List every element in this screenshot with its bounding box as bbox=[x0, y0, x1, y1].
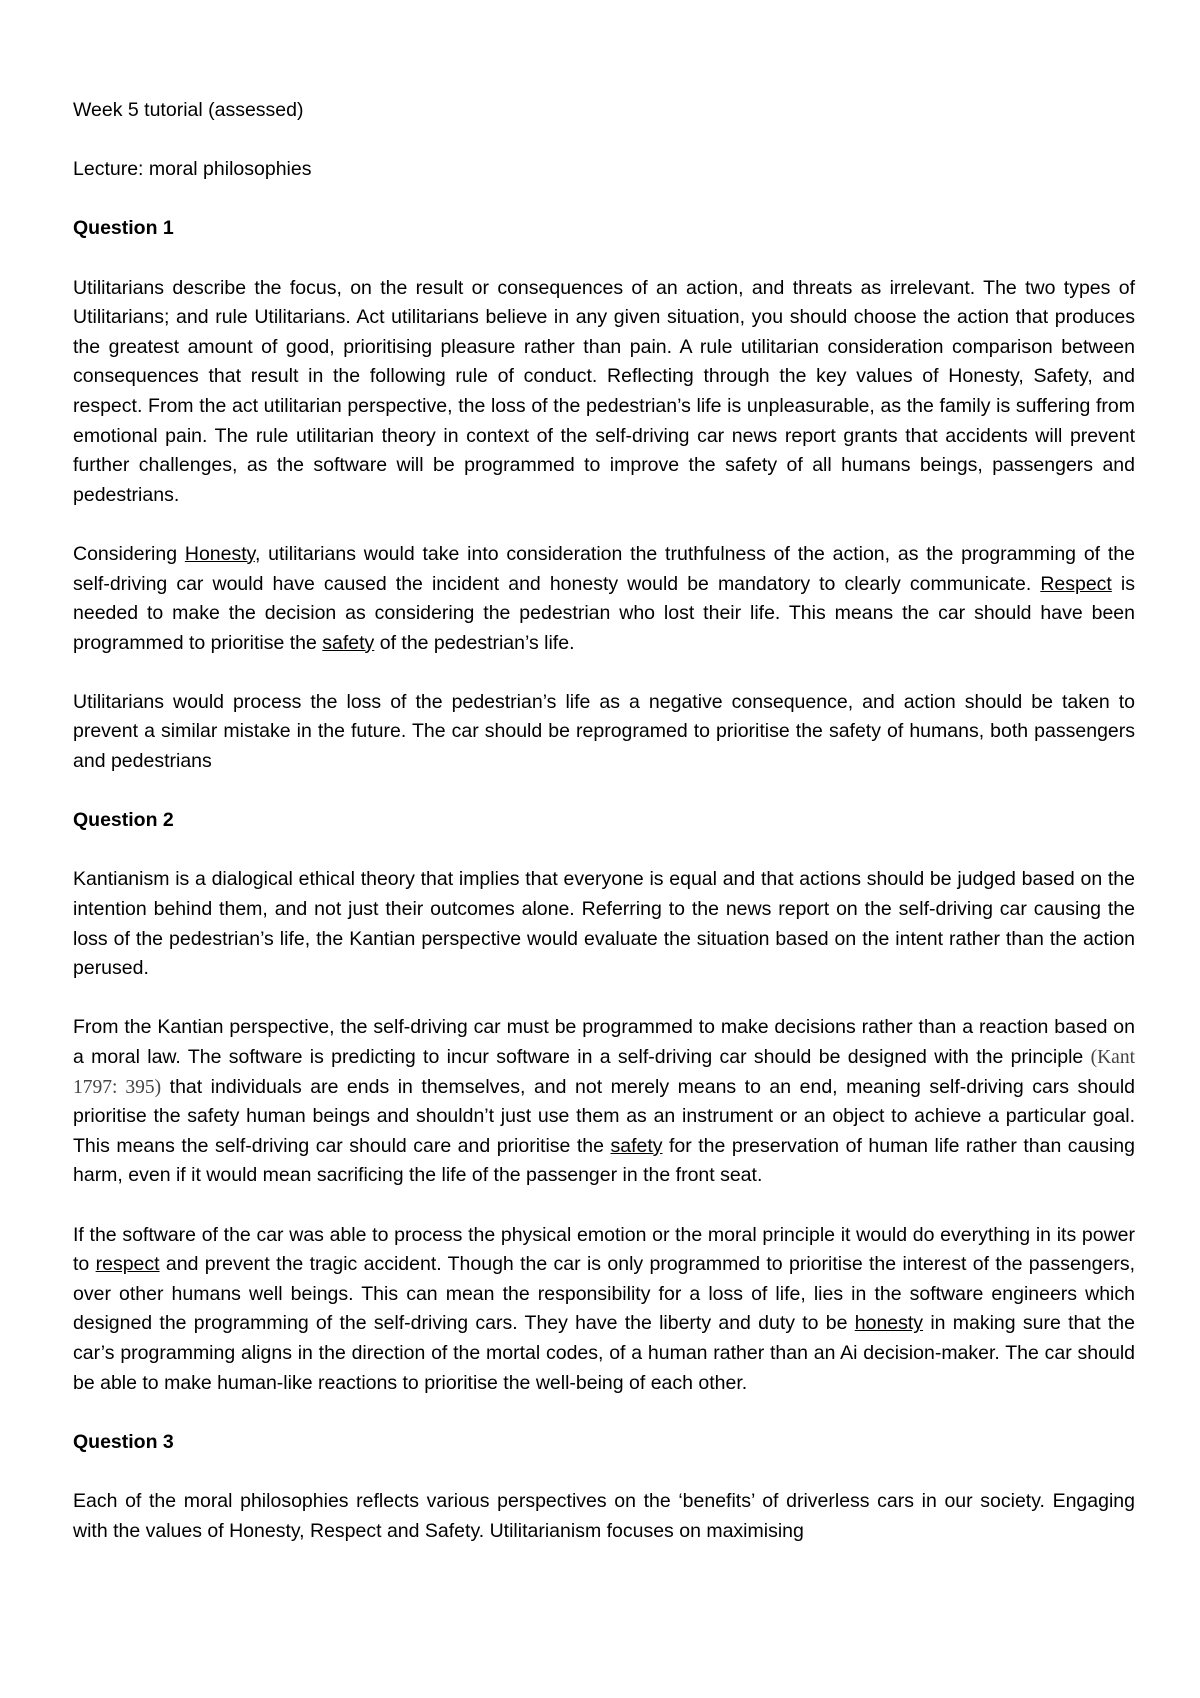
spacer bbox=[73, 244, 1135, 274]
q1-p2-text-1: Considering bbox=[73, 542, 185, 565]
question-3-heading: Question 3 bbox=[73, 1430, 174, 1453]
q2-paragraph-2 bbox=[73, 1013, 1135, 1191]
spacer bbox=[73, 510, 1135, 540]
spacer bbox=[73, 1398, 1135, 1428]
q2-p3-text-1: If the software of the car was able to process the physical emotion or the moral principle it would do everything in its power to bbox=[73, 1223, 1135, 1276]
q1-p2-safety-underlined: safety bbox=[322, 631, 375, 654]
q2-p3-text-2: and prevent the tragic accident. Though the car is only programmed to prioritise the interest of the passengers, over other humans well beings. This can mean the responsibility for a loss of life, lies in the software engineers which designed the programming of the self-driving cars. They have the liberty and duty to be bbox=[73, 1253, 1136, 1335]
spacer bbox=[73, 185, 1135, 215]
spacer bbox=[73, 126, 1135, 156]
q2-p2-text-1: From the Kantian perspective, the self-driving car must be programmed to make decisions rather than a reaction based on a moral law. The software is predicting to incur software in a self-driving car should be designed with the principle bbox=[73, 1016, 1135, 1068]
q1-p2-text-4: of the pedestrian’s life. bbox=[374, 631, 575, 654]
document-title: Week 5 tutorial (assessed) bbox=[73, 99, 304, 121]
q1-paragraph-3: Utilitarians would process the loss of the pedestrian’s life as a negative consequence, and action should be taken to prevent a similar mistake in the future. The car should be reprogramed to prioritise the safety of humans, both passengers and pedestrians bbox=[73, 690, 1135, 773]
q3-paragraph-1: Each of the moral philosophies reflects various perspectives on the ‘benefits’ of driverless cars in our society. Engaging with the values of Honesty, Respect and Safety. Utilitarianism focuses on maximising bbox=[73, 1489, 1135, 1542]
spacer bbox=[73, 777, 1135, 807]
question-1-heading: Question 1 bbox=[73, 217, 174, 240]
q2-p2-text-3: for the preservation of human life rather than causing harm, even if it would mean sacrificing the life of the passenger in the front seat. bbox=[73, 1134, 1135, 1187]
q2-p2-text-2: that individuals are ends in themselves, and not merely means to an end, meaning self-driving cars should prioritise the safety human beings and shouldn’t just use them as an instrument or an object to achieve a particular goal. This means the self-driving car should care and prioritise the bbox=[73, 1075, 1135, 1157]
q2-p2-safety-underlined: safety bbox=[610, 1134, 663, 1157]
question-2-heading: Question 2 bbox=[73, 809, 174, 832]
spacer bbox=[73, 658, 1135, 688]
q1-paragraph-1: Utilitarians describe the focus, on the result or consequences of an action, and threats as irrelevant. The two types of Utilitarians; and rule Utilitarians. Act utilitarians believe in any given situation, you should choose the action that produces the greatest amount of good, prioritising pleasure rather than pain. A rule utilitarian consideration comparison between consequences that result in the following rule of conduct. Reflecting through the key values of Honesty, Safety, and respect. From the act utilitarian perspective, the loss of the pedestrian’s life is unpleasurable, as the family is suffering from emotional pain. The rule utilitarian theory in context of the self-driving car news report grants that accidents will prevent further challenges, as the software will be programmed to improve the safety of all humans beings, passengers and pedestrians. bbox=[73, 276, 1135, 506]
spacer bbox=[73, 1191, 1135, 1221]
document-page bbox=[73, 96, 1135, 1546]
q1-paragraph-2 bbox=[73, 540, 1135, 658]
lecture-line: Lecture: moral philosophies bbox=[73, 158, 312, 181]
q1-p2-text-3: is needed to make the decision as considering the pedestrian who lost their life. This means the car should have been programmed to prioritise the bbox=[73, 572, 1136, 654]
q1-p2-respect-underlined: Respect bbox=[1040, 572, 1112, 595]
q2-paragraph-3 bbox=[73, 1221, 1135, 1399]
spacer bbox=[73, 836, 1135, 866]
kant-citation: (Kant 1797: 395) bbox=[73, 1047, 1135, 1098]
spacer bbox=[73, 984, 1135, 1014]
q2-p3-honesty-underlined: honesty bbox=[854, 1312, 924, 1335]
q1-p2-text-2: , utilitarians would take into consideration the truthfulness of the action, as the programming of the self-driving car would have caused the incident and honesty would be mandatory to clearly communicate. bbox=[73, 542, 1135, 595]
spacer bbox=[73, 1457, 1135, 1487]
q1-p2-honesty-underlined: Honesty bbox=[184, 542, 255, 565]
q2-p3-respect-underlined: respect bbox=[95, 1253, 160, 1276]
q2-p3-text-3: in making sure that the car’s programming aligns in the direction of the mortal codes, of a human rather than an Ai decision-maker. The car should be able to make human-like reactions to prioritise the well-being of each other. bbox=[73, 1312, 1135, 1394]
q2-paragraph-1: Kantianism is a dialogical ethical theory that implies that everyone is equal and that actions should be judged based on the intention behind them, and not just their outcomes alone. Referring to the news report on the self-driving car causing the loss of the pedestrian’s life, the Kantian perspective would evaluate the situation based on the intent rather than the action perused. bbox=[73, 868, 1135, 980]
